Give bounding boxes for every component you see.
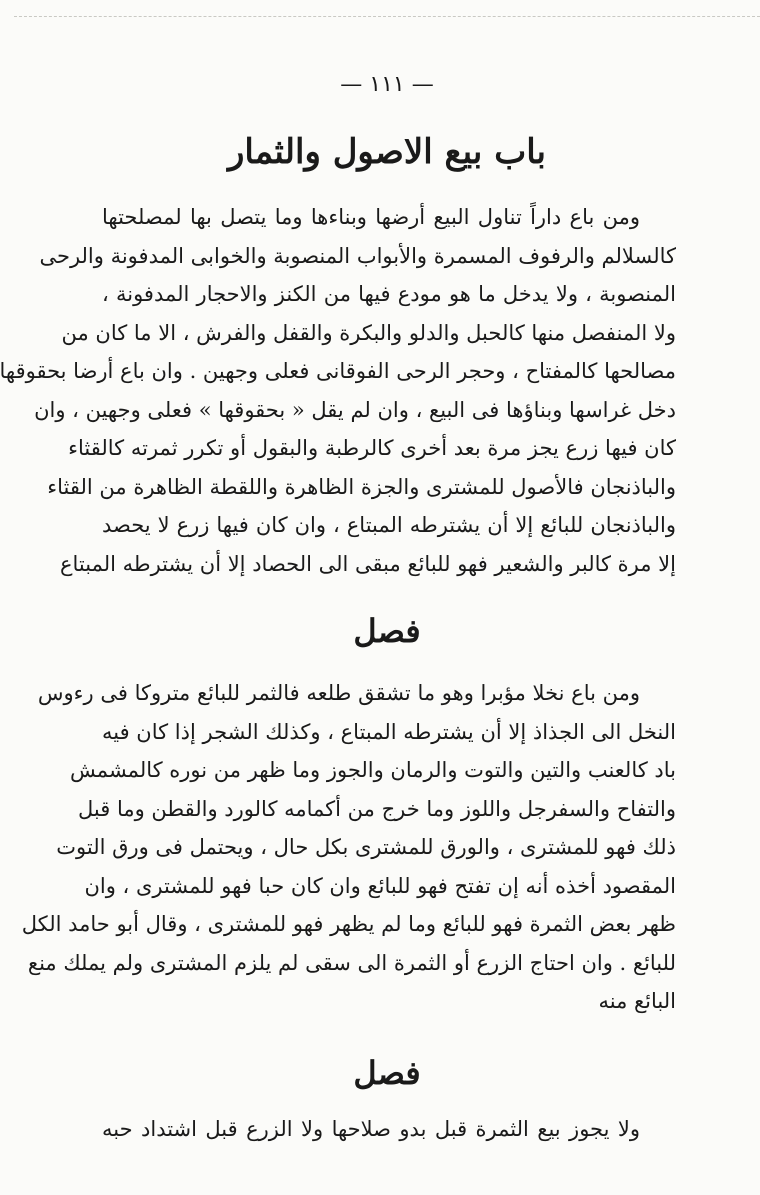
text-line: للبائع . وان احتاج الزرع أو الثمرة الى سقى لم يلزم المشترى ولم يملك منع (27, 950, 676, 975)
chapter-heading: باب بيع الاصول والثمار (227, 132, 547, 172)
text-line: المنصوبة ، ولا يدخل ما هو مودع فيها من الكنز والاحجار المدفونة ، (102, 282, 676, 306)
text-line: باد كالعنب والتين والتوت والرمان والجوز وما ظهر من نوره كالمشمش (70, 758, 676, 782)
section-heading-2: فصل (353, 1054, 421, 1092)
text-line: إلا مرة كالبر والشعير فهو للبائع مبقى الى الحصاد إلا أن يشترطه المبتاع (59, 551, 676, 576)
text-line: كان فيها زرع يجز مرة بعد أخرى كالرطبة والبقول أو تكرر ثمرته كالقثاء (68, 436, 676, 460)
text-line: ظهر بعض الثمرة فهو للبائع وما لم يظهر فهو للمشترى ، وقال أبو حامد الكل (21, 912, 676, 936)
text-line: ذلك فهو للمشترى ، والورق للمشترى بكل حال ، ويحتمل فى ورق التوت (56, 835, 676, 859)
text-line: البائع منه (598, 989, 676, 1013)
text-line: ومن باع داراً تناول البيع أرضها وبناءها وما يتصل بها لمصلحتها (102, 205, 640, 229)
text-line: المقصود أخذه أنه إن تفتح فهو للبائع وان كان حبا فهو للمشترى ، وان (84, 873, 676, 898)
text-line: كالسلالم والرفوف المسمرة والأبواب المنصوبة والخوابى المدفونة والرحى (39, 243, 676, 268)
text-line: دخل غراسها وبناؤها فى البيع ، وان لم يقل « بحقوقها » فعلى وجهين ، وان (34, 397, 676, 422)
paragraph-1 (0, 198, 676, 583)
text-line: ولا المنفصل منها كالحبل والدلو والبكرة والقفل والفرش ، الا ما كان من (61, 320, 676, 345)
paragraph-3 (102, 1110, 676, 1149)
text-line: والباذنجان للبائع إلا أن يشترطه المبتاع ، وان كان فيها زرع لا يحصد (102, 513, 676, 537)
text-line: والباذنجان فالأصول للمشترى والجزة الظاهرة واللقطة الظاهرة من القثاء (47, 474, 676, 499)
text-line: النخل الى الجذاذ إلا أن يشترطه المبتاع ، وكذلك الشجر إذا كان فيه (101, 719, 676, 744)
paragraph-2 (21, 674, 676, 1021)
page-number: — ١١١ — (340, 72, 434, 97)
text-line: مصالحها كالمفتاح ، وحجر الرحى الفوقانى فعلى وجهين . وان باع أرضا بحقوقها (0, 359, 676, 383)
text-line: ومن باع نخلا مؤبرا وهو ما تشقق طلعه فالثمر للبائع متروكا فى رءوس (37, 681, 640, 705)
text-line: والتفاح والسفرجل واللوز وما خرج من أكمامه كالورد والقطن وما قبل (78, 796, 676, 821)
text-line: ولا يجوز بيع الثمرة قبل بدو صلاحها ولا الزرع قبل اشتداد حبه (102, 1117, 640, 1141)
section-heading-1: فصل (353, 612, 421, 650)
